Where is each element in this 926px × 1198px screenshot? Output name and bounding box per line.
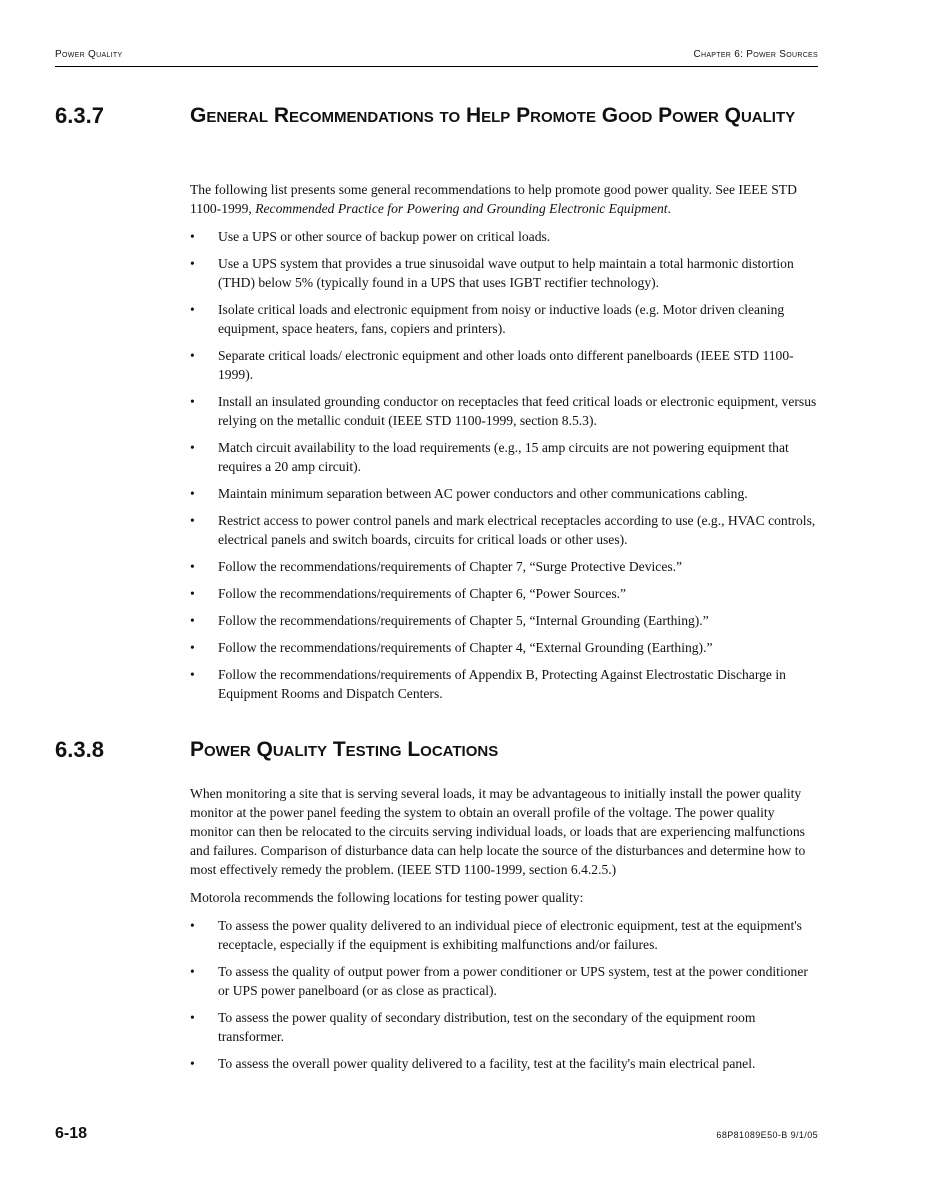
intro-paragraph: The following list presents some general recommendations to help promote good power quality. See IEEE STD 1100-1999, Recommended Practice for Powering and Grounding Electronic Equipment. [190, 182, 797, 216]
list-item: • Follow the recommendations/requirements of Chapter 6, “Power Sources.” [190, 584, 820, 603]
list-item: • To assess the power quality of secondary distribution, test on the secondary of the equipment room transformer. [190, 1008, 820, 1046]
list-item: • Follow the recommendations/requirements of Chapter 5, “Internal Grounding (Earthing).” [190, 611, 820, 630]
running-header-left: Power Quality [55, 49, 123, 60]
page-number: 6-18 [55, 1125, 88, 1142]
list-item: • To assess the overall power quality delivered to a facility, test at the facility's main electrical panel. [190, 1054, 820, 1073]
list-item: • Use a UPS or other source of backup power on critical loads. [190, 227, 820, 246]
list-item: • Maintain minimum separation between AC power conductors and other communications cabling. [190, 484, 820, 503]
section-body-6-3-7 [190, 180, 820, 711]
list-item: • Follow the recommendations/requirements of Appendix B, Protecting Against Electrostatic Discharge in Equipment Rooms and Dispatch Centers. [190, 665, 820, 703]
document-id: 68P81089E50-B 9/1/05 [716, 1130, 818, 1140]
intro-italic-reference: Recommended Practice for Powering and Grounding Electronic Equipment [255, 201, 668, 216]
list-item: • Separate critical loads/ electronic equipment and other loads onto different panelboards (IEEE STD 1100-1999). [190, 346, 820, 384]
body-paragraph: When monitoring a site that is serving several loads, it may be advantageous to initially install the power quality monitor at the power panel feeding the system to obtain an overall profile of the voltage. The power quality monitor can then be relocated to the circuits serving individual loads, or loads that are experiencing malfunctions and failures. Comparison of disturbance data can help locate the source of the disturbances and determine how to most effectively remedy the problem. (IEEE STD 1100-1999, section 6.4.2.5.) [190, 786, 806, 877]
recommendations-list [190, 227, 820, 703]
list-item: • Use a UPS system that provides a true sinusoidal wave output to help maintain a total harmonic distortion (THD) below 5% (typically found in a UPS that uses IGBT rectifier technology). [190, 254, 820, 292]
list-item: • To assess the power quality delivered to an individual piece of electronic equipment, test at the equipment's receptacle, especially if the equipment is exhibiting malfunctions and/or failures. [190, 916, 820, 954]
testing-locations-list [190, 916, 820, 1073]
body-paragraph: Motorola recommends the following locations for testing power quality: [190, 890, 584, 905]
list-item: • Follow the recommendations/requirements of Chapter 4, “External Grounding (Earthing).” [190, 638, 820, 657]
list-item: • To assess the quality of output power from a power conditioner or UPS system, test at the power conditioner or UPS power panelboard (or as close as practical). [190, 962, 820, 1000]
header-rule [55, 66, 818, 67]
list-item: • Match circuit availability to the load requirements (e.g., 15 amp circuits are not powering equipment that requires a 20 amp circuit). [190, 438, 820, 476]
section-number-6-3-7: 6.3.7 [55, 103, 104, 128]
section-body-6-3-8 [190, 784, 820, 1081]
section-title-6-3-7: General Recommendations to Help Promote Good Power Quality [190, 104, 796, 127]
list-item: • Restrict access to power control panels and mark electrical receptacles according to use (e.g., HVAC controls, electrical panels and switch boards, circuits for critical loads or other uses). [190, 511, 820, 549]
list-item: • Isolate critical loads and electronic equipment from noisy or inductive loads (e.g. Motor driven cleaning equipment, space heaters, fans, copiers and printers). [190, 300, 820, 338]
list-item: • Install an insulated grounding conductor on receptacles that feed critical loads or electronic equipment, versus relying on the metallic conduit (IEEE STD 1100-1999, section 8.5.3). [190, 392, 820, 430]
section-title-6-3-8: Power Quality Testing Locations [190, 738, 499, 761]
running-header-right: Chapter 6: Power Sources [693, 49, 818, 60]
section-number-6-3-8: 6.3.8 [55, 737, 104, 762]
list-item: • Follow the recommendations/requirements of Chapter 7, “Surge Protective Devices.” [190, 557, 820, 576]
